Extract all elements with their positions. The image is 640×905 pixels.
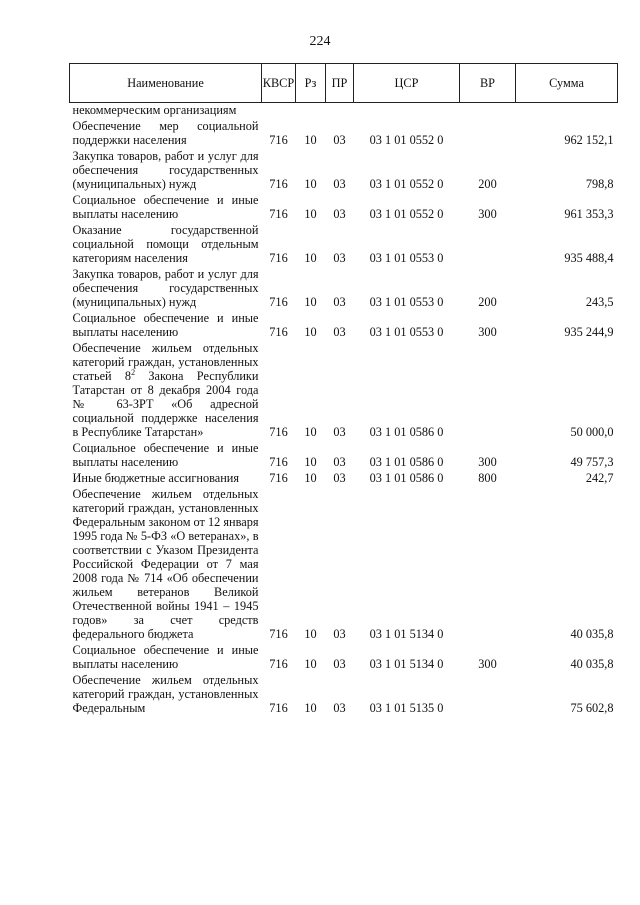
row-kvsr: 716 — [269, 627, 288, 641]
row-vr — [460, 487, 516, 643]
row-rz: 10 — [304, 251, 317, 265]
row-kvsr: 716 — [269, 251, 288, 265]
header-name: Наименование — [70, 64, 262, 103]
row-vr: 300 — [478, 207, 497, 221]
row-csr: 03 1 01 5134 0 — [369, 657, 444, 671]
table-row — [70, 311, 618, 341]
row-sum: 242,7 — [585, 471, 614, 485]
row-pr: 03 — [333, 455, 346, 469]
row-csr: 03 1 01 0553 0 — [369, 251, 444, 265]
row-sum: 962 152,1 — [564, 133, 614, 147]
row-sum: 961 353,3 — [564, 207, 614, 221]
row-name: Социальное обеспечение и иные выплаты населению — [72, 441, 259, 469]
table-row — [70, 223, 618, 267]
row-rz: 10 — [304, 627, 317, 641]
row-pr: 03 — [333, 177, 346, 191]
table-row — [70, 341, 618, 441]
table-row — [70, 193, 618, 223]
row-name-text: Обеспечение жильем отдельных категорий граждан, установленных статьей 8 — [72, 341, 259, 383]
row-kvsr: 716 — [269, 325, 288, 339]
row-csr: 03 1 01 0552 0 — [369, 207, 444, 221]
row-name: Обеспечение жильем отдельных категорий граждан, установленных Федеральным — [72, 673, 259, 715]
row-kvsr: 716 — [269, 177, 288, 191]
row-csr: 03 1 01 0553 0 — [369, 295, 444, 309]
header-kvsr: КВСР — [262, 64, 296, 103]
row-name: Иные бюджетные ассигнования — [72, 471, 240, 485]
row-rz: 10 — [304, 657, 317, 671]
row-kvsr: 716 — [269, 295, 288, 309]
table-row — [70, 487, 618, 643]
row-vr: 300 — [478, 455, 497, 469]
row-csr: 03 1 01 0553 0 — [369, 325, 444, 339]
row-sum: 49 757,3 — [570, 455, 614, 469]
row-vr — [460, 119, 516, 149]
row-csr: 03 1 01 5134 0 — [369, 627, 444, 641]
row-pr: 03 — [333, 425, 346, 439]
header-vr: ВР — [460, 64, 516, 103]
header-csr: ЦСР — [354, 64, 460, 103]
row-name: Социальное обеспечение и иные выплаты населению — [72, 311, 259, 339]
table-row — [70, 673, 618, 717]
row-name-text-rest: Закона Республики Татарстан от 8 декабря 2004 года № 63-ЗРТ «Об адресной социальной поддержке населения в Республике Татарстан» — [72, 369, 259, 439]
row-name-superscript: 2 — [131, 367, 136, 377]
header-sum: Сумма — [516, 64, 618, 103]
row-pr: 03 — [333, 701, 346, 715]
row-rz: 10 — [304, 455, 317, 469]
row-rz: 10 — [304, 701, 317, 715]
row-sum: 935 488,4 — [564, 251, 614, 265]
row-kvsr: 716 — [269, 207, 288, 221]
row-sum: 798,8 — [585, 177, 614, 191]
row-vr: 800 — [478, 471, 497, 485]
row-rz: 10 — [304, 207, 317, 221]
row-name: Закупка товаров, работ и услуг для обеспечения государственных (муниципальных) нужд — [72, 149, 259, 191]
row-vr: 300 — [478, 657, 497, 671]
row-sum: 40 035,8 — [570, 657, 614, 671]
row-pr: 03 — [333, 207, 346, 221]
row-name — [70, 341, 262, 441]
row-sum: 40 035,8 — [570, 627, 614, 641]
row-csr: 03 1 01 0552 0 — [369, 133, 444, 147]
row-csr: 03 1 01 0586 0 — [369, 471, 444, 485]
row-pr: 03 — [333, 251, 346, 265]
row-sum: 243,5 — [585, 295, 614, 309]
row-sum: 75 602,8 — [570, 701, 614, 715]
table-row — [70, 471, 618, 487]
row-kvsr: 716 — [269, 133, 288, 147]
row-csr: 03 1 01 5135 0 — [369, 701, 444, 715]
row-rz: 10 — [304, 325, 317, 339]
row-vr: 200 — [478, 177, 497, 191]
row-kvsr: 716 — [269, 425, 288, 439]
row-csr: 03 1 01 0586 0 — [369, 455, 444, 469]
row-vr — [460, 341, 516, 441]
row-name: Обеспечение жильем отдельных категорий граждан, установленных Федеральным законом от 12 января 1995 года № 5-ФЗ «О ветеранах», в соответствии с Указом Президента Российской Федерации от 7 мая 2008 года № 714 «Об обеспечении жильем ветеранов Великой Отечественной войны 1941 – 1945 годов» за счет средств федерального бюджета — [72, 487, 259, 641]
row-pr: 03 — [333, 471, 346, 485]
row-kvsr: 716 — [269, 701, 288, 715]
row-rz: 10 — [304, 425, 317, 439]
row-kvsr: 716 — [269, 471, 288, 485]
row-rz: 10 — [304, 295, 317, 309]
row-sum: 935 244,9 — [564, 325, 614, 339]
row-name: некоммерческим организациям — [72, 103, 237, 117]
page-number: 224 — [309, 34, 331, 49]
row-pr: 03 — [333, 325, 346, 339]
table-row-continuation — [70, 103, 618, 120]
row-pr: 03 — [333, 133, 346, 147]
row-csr: 03 1 01 0586 0 — [369, 425, 444, 439]
table-row — [70, 267, 618, 311]
budget-table — [69, 63, 618, 717]
row-kvsr: 716 — [269, 657, 288, 671]
header-rz: Рз — [296, 64, 326, 103]
row-name: Социальное обеспечение и иные выплаты населению — [72, 643, 259, 671]
row-vr: 300 — [478, 325, 497, 339]
header-pr: ПР — [326, 64, 354, 103]
row-vr — [460, 673, 516, 717]
row-rz: 10 — [304, 133, 317, 147]
table-row — [70, 441, 618, 471]
table-row — [70, 149, 618, 193]
row-rz: 10 — [304, 177, 317, 191]
row-name: Оказание государственной социальной помощи отдельным категориям населения — [72, 223, 259, 265]
row-rz: 10 — [304, 471, 317, 485]
row-name: Социальное обеспечение и иные выплаты населению — [72, 193, 259, 221]
table-row — [70, 643, 618, 673]
row-name: Обеспечение мер социальной поддержки населения — [72, 119, 259, 147]
row-pr: 03 — [333, 657, 346, 671]
table-header-row — [70, 64, 618, 103]
row-vr — [460, 223, 516, 267]
row-pr: 03 — [333, 295, 346, 309]
row-vr: 200 — [478, 295, 497, 309]
row-pr: 03 — [333, 627, 346, 641]
row-name: Закупка товаров, работ и услуг для обеспечения государственных (муниципальных) нужд — [72, 267, 259, 309]
row-csr: 03 1 01 0552 0 — [369, 177, 444, 191]
row-kvsr: 716 — [269, 455, 288, 469]
table-row — [70, 119, 618, 149]
row-sum: 50 000,0 — [570, 425, 614, 439]
